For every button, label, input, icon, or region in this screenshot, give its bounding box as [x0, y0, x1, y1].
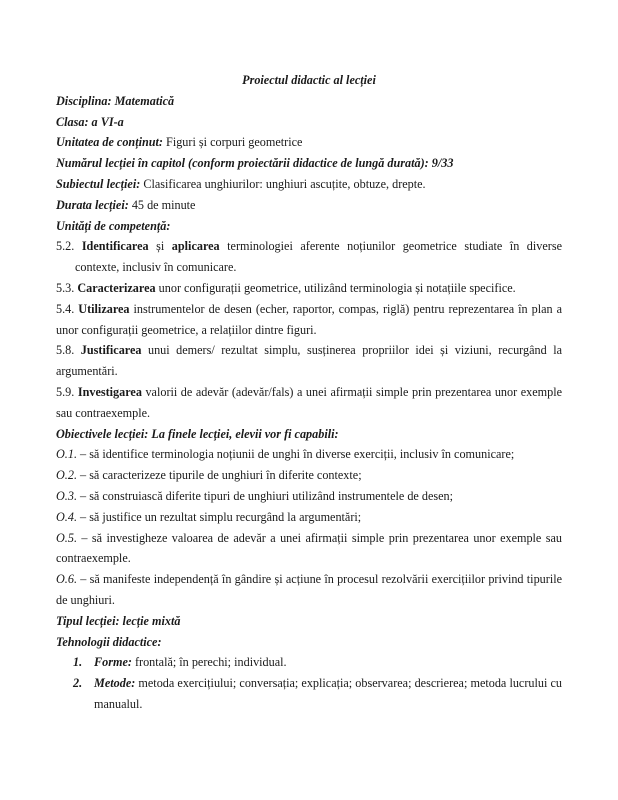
- list-number: 2.: [73, 676, 83, 691]
- competenta-item: [56, 236, 562, 278]
- obiectiv-item: [56, 528, 562, 570]
- competenta-item: [56, 299, 562, 341]
- competenta-keyword: Identificarea: [81, 239, 149, 254]
- disciplina: Disciplina: Matematică: [56, 93, 175, 108]
- competenta-text: unui demers/ rezultat simplu, susținerea propriilor idei și viziuni, recurgând la argumentări.: [56, 343, 562, 379]
- competenta-number: 5.2.: [56, 239, 82, 254]
- competenta-number: 5.8.: [56, 343, 81, 358]
- obiectiv-text: – să construiască diferite tipuri de unghiuri utilizând instrumentele de desen;: [77, 488, 454, 503]
- list-number: 1.: [73, 655, 83, 670]
- tehnologii-text: frontală; în perechi; individual.: [131, 655, 287, 670]
- competenta-item: [56, 278, 562, 299]
- subiectul-label: Subiectul lecției:: [56, 176, 141, 191]
- obiective-heading: Obiectivele lecției: La finele lecției, elevii vor fi capabili:: [56, 426, 339, 441]
- obiectiv-text: – să manifeste independență în gândire și acțiune în procesul rezolvării exercițiilor privind tipurile de unghiuri.: [56, 572, 562, 607]
- tehnologii-label: Metode:: [94, 676, 136, 691]
- competenta-number: 5.3.: [56, 280, 78, 295]
- obiectiv-item: [56, 569, 562, 611]
- obiectiv-code: O.6.: [56, 572, 77, 587]
- competenta-keyword: Investigarea: [77, 384, 142, 399]
- obiectiv-code: O.1.: [56, 447, 77, 462]
- tehnologii-list: [56, 652, 562, 714]
- competenta-item: [56, 382, 562, 424]
- obiectiv-item: [56, 507, 562, 528]
- competenta-keyword: Caracterizarea: [77, 280, 156, 295]
- subiectul-value: Clasificarea unghiurilor: unghiuri ascuțite, obtuze, drepte.: [140, 176, 426, 191]
- unitatea-value: Figuri și corpuri geometrice: [163, 135, 303, 150]
- competenta-number: 5.9.: [56, 384, 78, 399]
- tehnologii-heading: Tehnologii didactice:: [56, 634, 162, 649]
- obiectiv-code: O.3.: [56, 488, 77, 503]
- subiectul-line: [56, 174, 562, 195]
- unitatea-label: Unitatea de conținut:: [56, 135, 163, 150]
- competenta-keyword: Justificarea: [80, 343, 142, 358]
- obiectiv-text: – să caracterizeze tipurile de unghiuri în diferite contexte;: [77, 468, 362, 483]
- obiectiv-item: [56, 486, 562, 507]
- competenta-keyword: Utilizarea: [78, 301, 130, 316]
- durata-value: 45 de minute: [128, 197, 196, 212]
- tehnologii-text: metoda exercițiului; conversația; explicația; observarea; descrierea; metoda lucrului cu manualul.: [94, 676, 562, 711]
- competenta-keyword: aplicarea: [171, 239, 220, 254]
- obiectiv-code: O.5.: [56, 530, 77, 545]
- competenta-text: terminologiei aferente noțiunilor geometrice studiate în diverse contexte, inclusiv în comunicare.: [75, 239, 563, 275]
- obiectiv-text: – să investigheze valoarea de adevăr a unei afirmații simple prin prezentarea unor exemple sau contraexemple.: [56, 530, 562, 566]
- tehnologii-label: Forme:: [94, 655, 132, 670]
- obiectiv-item: [56, 444, 562, 465]
- competenta-connector: și: [148, 239, 172, 254]
- competenta-text: unor configurații geometrice, utilizând terminologia și notațiile specifice.: [155, 280, 516, 295]
- obiectiv-code: O.2.: [56, 468, 77, 483]
- clasa: Clasa: a VI-a: [56, 114, 124, 129]
- obiectiv-text: – să justifice un rezultat simplu recurgând la argumentări;: [77, 509, 362, 524]
- document-title: Proiectul didactic al lecției: [242, 73, 376, 87]
- competenta-text: instrumentelor de desen (echer, raportor, compas, riglă) pentru reprezentarea în plan a unor configurații geometrice, a relațiilor dintre figuri.: [56, 301, 563, 337]
- tipul-lectiei: Tipul lecției: lecție mixtă: [56, 613, 181, 628]
- tehnologii-item: [56, 673, 562, 715]
- competenta-text: valorii de adevăr (adevăr/fals) a unei afirmații simple prin prezentarea unor exemple sau contraexemple.: [56, 384, 562, 420]
- document-page: [56, 70, 562, 715]
- durata-line: [56, 195, 562, 216]
- obiectiv-text: – să identifice terminologia noțiunii de unghi în diverse exerciții, inclusiv în comunicare;: [77, 447, 515, 462]
- competenta-item: [56, 340, 562, 382]
- numarul-lectiei: Numărul lecției în capitol (conform proiectării didactice de lungă durată): 9/33: [56, 156, 454, 171]
- durata-label: Durata lecției:: [56, 197, 129, 212]
- tehnologii-item: [56, 652, 562, 673]
- unitatea-line: [56, 132, 562, 153]
- obiectiv-item: [56, 465, 562, 486]
- obiectiv-code: O.4.: [56, 509, 77, 524]
- competente-heading: Unități de competență:: [56, 218, 171, 233]
- competenta-number: 5.4.: [56, 301, 79, 316]
